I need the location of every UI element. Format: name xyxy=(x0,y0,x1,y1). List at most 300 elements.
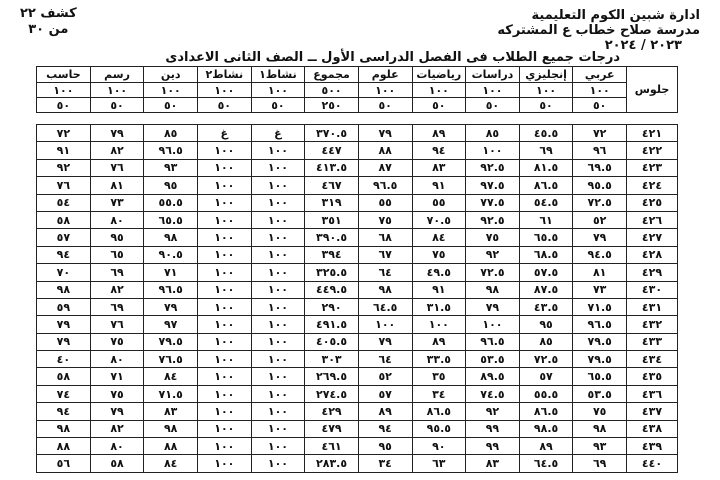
mark-cell: ٩٨ xyxy=(37,281,91,298)
mark-cell: ٩٠.٥ xyxy=(144,246,198,263)
seat-number: ٤٢٦ xyxy=(627,211,678,228)
mark-cell: ١٠٠ xyxy=(251,229,305,246)
subject-header: إنجليزي xyxy=(519,67,573,83)
mark-cell: ٨٧ xyxy=(358,159,412,176)
mark-cell: ٧١ xyxy=(90,368,144,385)
mark-cell: ٦٩ xyxy=(90,264,144,281)
mark-cell: ٩٤ xyxy=(358,420,412,437)
mark-cell: ١٠٠ xyxy=(198,420,252,437)
mark-cell: ٨٦.٥ xyxy=(412,403,466,420)
mark-cell: ٧٦.٥ xyxy=(144,351,198,368)
mark-cell: ١٠٠ xyxy=(198,351,252,368)
mark-cell: ١٠٠ xyxy=(251,298,305,315)
mark-cell: ٥٧.٥ xyxy=(519,264,573,281)
mark-cell: ٧٦ xyxy=(37,177,91,194)
mark-cell: ١٠٠ xyxy=(251,455,305,472)
mark-cell: ٧٦ xyxy=(90,316,144,333)
mark-cell: ٧٩ xyxy=(37,316,91,333)
mark-cell: ٦٥.٥ xyxy=(519,229,573,246)
sheet-number-block xyxy=(20,6,77,38)
mark-cell: ٥٧ xyxy=(519,368,573,385)
mark-cell: ٦٨.٥ xyxy=(519,246,573,263)
mark-cell: ٤٥.٥ xyxy=(519,125,573,142)
mark-cell: ١٠٠ xyxy=(466,316,520,333)
mark-cell: ٩٢.٥ xyxy=(466,211,520,228)
mark-cell: ٦٩ xyxy=(519,142,573,159)
max-mark: ١٠٠ xyxy=(466,83,520,98)
sheet-number: كشف ٢٢ xyxy=(20,6,77,21)
mark-cell: ٨٣ xyxy=(412,159,466,176)
mark-cell: ٣٩٠.٥ xyxy=(305,229,359,246)
mark-cell: ٨١.٥ xyxy=(519,159,573,176)
student-row xyxy=(37,194,678,211)
subject-header: مجموع xyxy=(305,67,359,83)
mark-cell: ٧٩.٥ xyxy=(573,351,627,368)
mark-cell: ٩٨ xyxy=(144,229,198,246)
mark-cell: ١٠٠ xyxy=(198,316,252,333)
mark-cell: ٨٥ xyxy=(144,125,198,142)
mark-cell: ٣٧٠.٥ xyxy=(305,125,359,142)
mark-cell: ٨٨ xyxy=(37,438,91,455)
mark-cell: ٧٢.٥ xyxy=(519,351,573,368)
mark-cell: ٩٦.٥ xyxy=(144,142,198,159)
mark-cell: ٥٥ xyxy=(358,194,412,211)
mark-cell: ٨٣ xyxy=(144,403,198,420)
mark-cell: ٧٩ xyxy=(358,125,412,142)
seat-number-header: جلوس xyxy=(627,67,678,113)
mark-cell: ٧٩.٥ xyxy=(144,333,198,350)
mark-cell: ٨٤ xyxy=(144,368,198,385)
mark-cell: ٩٤ xyxy=(37,403,91,420)
mark-cell: ١٠٠ xyxy=(251,194,305,211)
min-mark: ٥٠ xyxy=(412,98,466,113)
mark-cell: ٦٩ xyxy=(90,298,144,315)
mark-cell: ٤٦١ xyxy=(305,438,359,455)
admin-name: ادارة شبين الكوم التعليمية xyxy=(531,8,700,23)
student-row xyxy=(37,159,678,176)
mark-cell: ٨١ xyxy=(573,264,627,281)
seat-number: ٤٤٠ xyxy=(627,455,678,472)
mark-cell: ١٠٠ xyxy=(198,333,252,350)
seat-number: ٤٣٧ xyxy=(627,403,678,420)
mark-cell: ١٠٠ xyxy=(251,438,305,455)
mark-cell: ١٠٠ xyxy=(251,281,305,298)
mark-cell: ٧٥ xyxy=(573,403,627,420)
mark-cell: ٥٥.٥ xyxy=(144,194,198,211)
mark-cell: ٧٣ xyxy=(90,194,144,211)
mark-cell: ١٠٠ xyxy=(251,316,305,333)
mark-cell: ٩٤ xyxy=(37,246,91,263)
mark-cell: ٨٩ xyxy=(519,438,573,455)
mark-cell: غ xyxy=(251,125,305,142)
mark-cell: ١٠٠ xyxy=(251,246,305,263)
mark-cell: ٥٨ xyxy=(90,455,144,472)
mark-cell: ١٠٠ xyxy=(251,368,305,385)
mark-cell: ٩٨ xyxy=(573,420,627,437)
mark-cell: ١٠٠ xyxy=(251,385,305,402)
grades-table-body xyxy=(37,125,678,473)
mark-cell: ١٠٠ xyxy=(251,159,305,176)
max-mark: ١٠٠ xyxy=(198,83,252,98)
mark-cell: ٣٩٤ xyxy=(305,246,359,263)
max-mark: ١٠٠ xyxy=(358,83,412,98)
mark-cell: ٣٤ xyxy=(358,455,412,472)
min-mark: ٥٠ xyxy=(519,98,573,113)
seat-number: ٤٢٩ xyxy=(627,264,678,281)
mark-cell: ٤٩١.٥ xyxy=(305,316,359,333)
mark-cell: ٧٥ xyxy=(358,211,412,228)
max-mark: ١٠٠ xyxy=(412,83,466,98)
subject-header-row xyxy=(37,67,678,83)
subject-header: رياضيات xyxy=(412,67,466,83)
mark-cell: ٣٤ xyxy=(412,385,466,402)
mark-cell: ١٠٠ xyxy=(198,229,252,246)
mark-cell: ٤٤٧ xyxy=(305,142,359,159)
mark-cell: ٩٢ xyxy=(466,246,520,263)
seat-number: ٤٢٧ xyxy=(627,229,678,246)
mark-cell: ٧٧.٥ xyxy=(466,194,520,211)
max-mark: ١٠٠ xyxy=(37,83,91,98)
min-mark: ٥٠ xyxy=(251,98,305,113)
mark-cell: ٨٥ xyxy=(466,125,520,142)
mark-cell: ٣٥١ xyxy=(305,211,359,228)
mark-cell: ١٠٠ xyxy=(251,333,305,350)
mark-cell: ١٠٠ xyxy=(251,420,305,437)
mark-cell: ٤٧٩ xyxy=(305,420,359,437)
sheet-title: درجات جميع الطلاب فى الفصل الدراسى الأول ــ الصف الثانى الاعدادى xyxy=(165,50,620,65)
mark-cell: ٩٨ xyxy=(466,281,520,298)
student-row xyxy=(37,316,678,333)
mark-cell: ٨٤ xyxy=(412,229,466,246)
mark-cell: ٧٢.٥ xyxy=(573,194,627,211)
mark-cell: ٣١٩ xyxy=(305,194,359,211)
mark-cell: ١٠٠ xyxy=(198,455,252,472)
mark-cell: ١٠٠ xyxy=(412,316,466,333)
min-mark: ٥٠ xyxy=(144,98,198,113)
mark-cell: ٧٩ xyxy=(466,298,520,315)
student-row xyxy=(37,125,678,142)
mark-cell: ٩٥ xyxy=(519,316,573,333)
mark-cell: ٩٥ xyxy=(90,229,144,246)
seat-number: ٤٢٢ xyxy=(627,142,678,159)
seat-number: ٤٣٢ xyxy=(627,316,678,333)
mark-cell: ٣٠٣ xyxy=(305,351,359,368)
mark-cell: ٢٦٩.٥ xyxy=(305,368,359,385)
mark-cell: ١٠٠ xyxy=(358,316,412,333)
mark-cell: ٩٩ xyxy=(466,438,520,455)
mark-cell: ٨٣ xyxy=(466,455,520,472)
mark-cell: ٦٥ xyxy=(90,246,144,263)
seat-number: ٤٢٥ xyxy=(627,194,678,211)
student-row xyxy=(37,368,678,385)
mark-cell: ٧١.٥ xyxy=(573,298,627,315)
mark-cell: ٨٧.٥ xyxy=(519,281,573,298)
mark-cell: ٧٤ xyxy=(37,385,91,402)
subject-header: علوم xyxy=(358,67,412,83)
mark-cell: ٧٩ xyxy=(37,333,91,350)
mark-cell: ٨٢ xyxy=(90,420,144,437)
mark-cell: ٧٩.٥ xyxy=(573,333,627,350)
mark-cell: ٨٩ xyxy=(412,125,466,142)
mark-cell: ٩٦.٥ xyxy=(573,316,627,333)
mark-cell: ٩٨.٥ xyxy=(519,420,573,437)
mark-cell: ٨٠ xyxy=(90,438,144,455)
max-mark: ١٠٠ xyxy=(144,83,198,98)
seat-number: ٤٣٩ xyxy=(627,438,678,455)
mark-cell: ٧٥ xyxy=(466,229,520,246)
mark-cell: ٨٠ xyxy=(90,351,144,368)
mark-cell: ٦٧ xyxy=(358,246,412,263)
mark-cell: ٩٨ xyxy=(358,281,412,298)
mark-cell: ٨٦.٥ xyxy=(519,177,573,194)
seat-number: ٤٣٦ xyxy=(627,385,678,402)
min-mark: ٥٠ xyxy=(466,98,520,113)
mark-cell: ٧٥ xyxy=(90,385,144,402)
mark-cell: ٨٥ xyxy=(519,333,573,350)
seat-number: ٤٣٥ xyxy=(627,368,678,385)
student-row xyxy=(37,211,678,228)
seat-number: ٤٣٨ xyxy=(627,420,678,437)
mark-cell: ٦٩.٥ xyxy=(573,159,627,176)
mark-cell: ١٠٠ xyxy=(198,385,252,402)
mark-cell: ٨٦.٥ xyxy=(519,403,573,420)
student-row xyxy=(37,229,678,246)
student-row xyxy=(37,351,678,368)
mark-cell: ٣٢٥.٥ xyxy=(305,264,359,281)
seat-number: ٤٣١ xyxy=(627,298,678,315)
mark-cell: ٩٢ xyxy=(466,403,520,420)
mark-cell: ٤٩.٥ xyxy=(412,264,466,281)
mark-cell: ٩٠ xyxy=(412,438,466,455)
mark-cell: ٩٦ xyxy=(573,142,627,159)
student-row xyxy=(37,385,678,402)
mark-cell: ٧٥ xyxy=(90,333,144,350)
mark-cell: ١٠٠ xyxy=(198,438,252,455)
min-mark: ٥٠ xyxy=(90,98,144,113)
mark-cell: ٤٤٩.٥ xyxy=(305,281,359,298)
mark-cell: ٨٢ xyxy=(90,281,144,298)
mark-cell: ٧٩ xyxy=(90,403,144,420)
mark-cell: ٧١.٥ xyxy=(144,385,198,402)
mark-cell: ٤٠ xyxy=(37,351,91,368)
mark-cell: ٨٤ xyxy=(144,455,198,472)
mark-cell: ٥٧ xyxy=(358,385,412,402)
mark-cell: ٩٣ xyxy=(573,438,627,455)
mark-cell: ١٠٠ xyxy=(198,403,252,420)
mark-cell: ٥٧ xyxy=(37,229,91,246)
mark-cell: ٨٩ xyxy=(358,403,412,420)
min-mark: ٢٥٠ xyxy=(305,98,359,113)
mark-cell: ٥٢ xyxy=(358,368,412,385)
mark-cell: ٩٦.٥ xyxy=(144,281,198,298)
mark-cell: ٩١ xyxy=(412,281,466,298)
mark-cell: ١٠٠ xyxy=(198,298,252,315)
mark-cell: ٤٠٥.٥ xyxy=(305,333,359,350)
school-name: مدرسة صلاح خطاب ع المشتركه xyxy=(497,23,700,38)
mark-cell: ٩٤ xyxy=(412,142,466,159)
subject-header: نشاط١ xyxy=(251,67,305,83)
min-mark: ٥٠ xyxy=(573,98,627,113)
mark-cell: ٧٢.٥ xyxy=(466,264,520,281)
student-row xyxy=(37,333,678,350)
mark-cell: ٨٩.٥ xyxy=(466,368,520,385)
mark-cell: غ xyxy=(198,125,252,142)
seat-number: ٤٣٣ xyxy=(627,333,678,350)
mark-cell: ١٠٠ xyxy=(251,351,305,368)
seat-number: ٤٢٨ xyxy=(627,246,678,263)
mark-cell: ٤٦٧ xyxy=(305,177,359,194)
mark-cell: ٦٥.٥ xyxy=(573,368,627,385)
mark-cell: ٩٧.٥ xyxy=(466,177,520,194)
mark-cell: ٥٨ xyxy=(37,368,91,385)
mark-cell: ٩٨ xyxy=(144,420,198,437)
sheet-total: من ٣٠ xyxy=(28,22,69,37)
mark-cell: ٩٢.٥ xyxy=(466,159,520,176)
mark-cell: ٢٩٠ xyxy=(305,298,359,315)
mark-cell: ٦٤.٥ xyxy=(519,455,573,472)
mark-cell: ٩٣ xyxy=(144,159,198,176)
mark-cell: ٩٨ xyxy=(37,420,91,437)
mark-cell: ٩٩ xyxy=(466,420,520,437)
mark-cell: ٧٩ xyxy=(573,229,627,246)
max-mark: ١٠٠ xyxy=(251,83,305,98)
max-mark: ١٠٠ xyxy=(519,83,573,98)
mark-cell: ٧٦ xyxy=(90,159,144,176)
student-row xyxy=(37,246,678,263)
mark-cell: ٧٣ xyxy=(573,281,627,298)
mark-cell: ١٠٠ xyxy=(198,246,252,263)
min-marks-row xyxy=(37,98,678,113)
mark-cell: ١٠٠ xyxy=(198,177,252,194)
mark-cell: ٩٢ xyxy=(37,159,91,176)
mark-cell: ١٠٠ xyxy=(198,142,252,159)
mark-cell: ٩٧ xyxy=(144,316,198,333)
mark-cell: ٥٩ xyxy=(37,298,91,315)
mark-cell: ٦٤.٥ xyxy=(358,298,412,315)
mark-cell: ٨١ xyxy=(90,177,144,194)
mark-cell: ٨٢ xyxy=(90,142,144,159)
mark-cell: ٢٨٣.٥ xyxy=(305,455,359,472)
mark-cell: ٩٥ xyxy=(358,438,412,455)
mark-cell: ١٠٠ xyxy=(251,403,305,420)
student-row xyxy=(37,403,678,420)
mark-cell: ٩٦.٥ xyxy=(358,177,412,194)
mark-cell: ٤١٣.٥ xyxy=(305,159,359,176)
student-row xyxy=(37,142,678,159)
mark-cell: ٤٢٩ xyxy=(305,403,359,420)
mark-cell: ٧٢ xyxy=(37,125,91,142)
mark-cell: ٥٥ xyxy=(412,194,466,211)
mark-cell: ٩٥.٥ xyxy=(412,420,466,437)
subject-header: نشاط٢ xyxy=(198,67,252,83)
min-mark: ٥٠ xyxy=(198,98,252,113)
mark-cell: ٩١ xyxy=(37,142,91,159)
mark-cell: ٧١ xyxy=(144,264,198,281)
mark-cell: ٥٢ xyxy=(573,211,627,228)
max-marks-row xyxy=(37,83,678,98)
mark-cell: ١٠٠ xyxy=(251,211,305,228)
mark-cell: ٩٦.٥ xyxy=(466,333,520,350)
max-mark: ١٠٠ xyxy=(573,83,627,98)
grades-header-table xyxy=(36,66,678,113)
mark-cell: ١٠٠ xyxy=(198,194,252,211)
student-row xyxy=(37,455,678,472)
mark-cell: ٩٥ xyxy=(144,177,198,194)
seat-number: ٤٢٣ xyxy=(627,159,678,176)
mark-cell: ٦٤ xyxy=(358,351,412,368)
mark-cell: ٥٤ xyxy=(37,194,91,211)
student-row xyxy=(37,177,678,194)
mark-cell: ٦٥.٥ xyxy=(144,211,198,228)
mark-cell: ١٠٠ xyxy=(251,142,305,159)
mark-cell: ٧٤.٥ xyxy=(466,385,520,402)
mark-cell: ٧٠ xyxy=(37,264,91,281)
mark-cell: ١٠٠ xyxy=(198,281,252,298)
mark-cell: ٥٣.٥ xyxy=(573,385,627,402)
mark-cell: ٥٥.٥ xyxy=(519,385,573,402)
mark-cell: ١٠٠ xyxy=(198,159,252,176)
max-mark: ١٠٠ xyxy=(90,83,144,98)
seat-number: ٤٢٤ xyxy=(627,177,678,194)
mark-cell: ٥٤.٥ xyxy=(519,194,573,211)
mark-cell: ٦٣ xyxy=(412,455,466,472)
mark-cell: ٦٤ xyxy=(358,264,412,281)
mark-cell: ١٠٠ xyxy=(198,264,252,281)
mark-cell: ٤٣.٥ xyxy=(519,298,573,315)
mark-cell: ٧٩ xyxy=(90,125,144,142)
grades-table xyxy=(36,124,678,473)
subject-header: دين xyxy=(144,67,198,83)
subject-header: دراسات xyxy=(466,67,520,83)
mark-cell: ٣١.٥ xyxy=(412,298,466,315)
mark-cell: ٦٨ xyxy=(358,229,412,246)
student-row xyxy=(37,281,678,298)
mark-cell: ٨٩ xyxy=(412,333,466,350)
student-row xyxy=(37,264,678,281)
mark-cell: ٥٣.٥ xyxy=(466,351,520,368)
mark-cell: ٧٥ xyxy=(412,246,466,263)
mark-cell: ٧٩ xyxy=(144,298,198,315)
mark-cell: ٧٢ xyxy=(573,125,627,142)
mark-cell: ١٠٠ xyxy=(251,264,305,281)
max-mark: ٥٠٠ xyxy=(305,83,359,98)
mark-cell: ٧٠.٥ xyxy=(412,211,466,228)
min-mark: ٥٠ xyxy=(358,98,412,113)
mark-cell: ٥٦ xyxy=(37,455,91,472)
student-row xyxy=(37,438,678,455)
mark-cell: ٨٨ xyxy=(358,142,412,159)
mark-cell: ٨٨ xyxy=(144,438,198,455)
mark-cell: ٦١ xyxy=(519,211,573,228)
student-row xyxy=(37,298,678,315)
mark-cell: ٣٣.٥ xyxy=(412,351,466,368)
mark-cell: ٩٤.٥ xyxy=(573,246,627,263)
mark-cell: ٢٧٤.٥ xyxy=(305,385,359,402)
mark-cell: ٣٥ xyxy=(412,368,466,385)
mark-cell: ١٠٠ xyxy=(198,368,252,385)
mark-cell: ١٠٠ xyxy=(198,211,252,228)
school-year: ٢٠٢٣ / ٢٠٢٤ xyxy=(604,38,682,53)
mark-cell: ٩١ xyxy=(412,177,466,194)
mark-cell: ١٠٠ xyxy=(251,177,305,194)
mark-cell: ٦٩ xyxy=(573,455,627,472)
mark-cell: ٩٥.٥ xyxy=(573,177,627,194)
mark-cell: ١٠٠ xyxy=(466,142,520,159)
mark-cell: ٧٩ xyxy=(358,333,412,350)
subject-header: رسم xyxy=(90,67,144,83)
subject-header: حاسب xyxy=(37,67,91,83)
student-row xyxy=(37,420,678,437)
